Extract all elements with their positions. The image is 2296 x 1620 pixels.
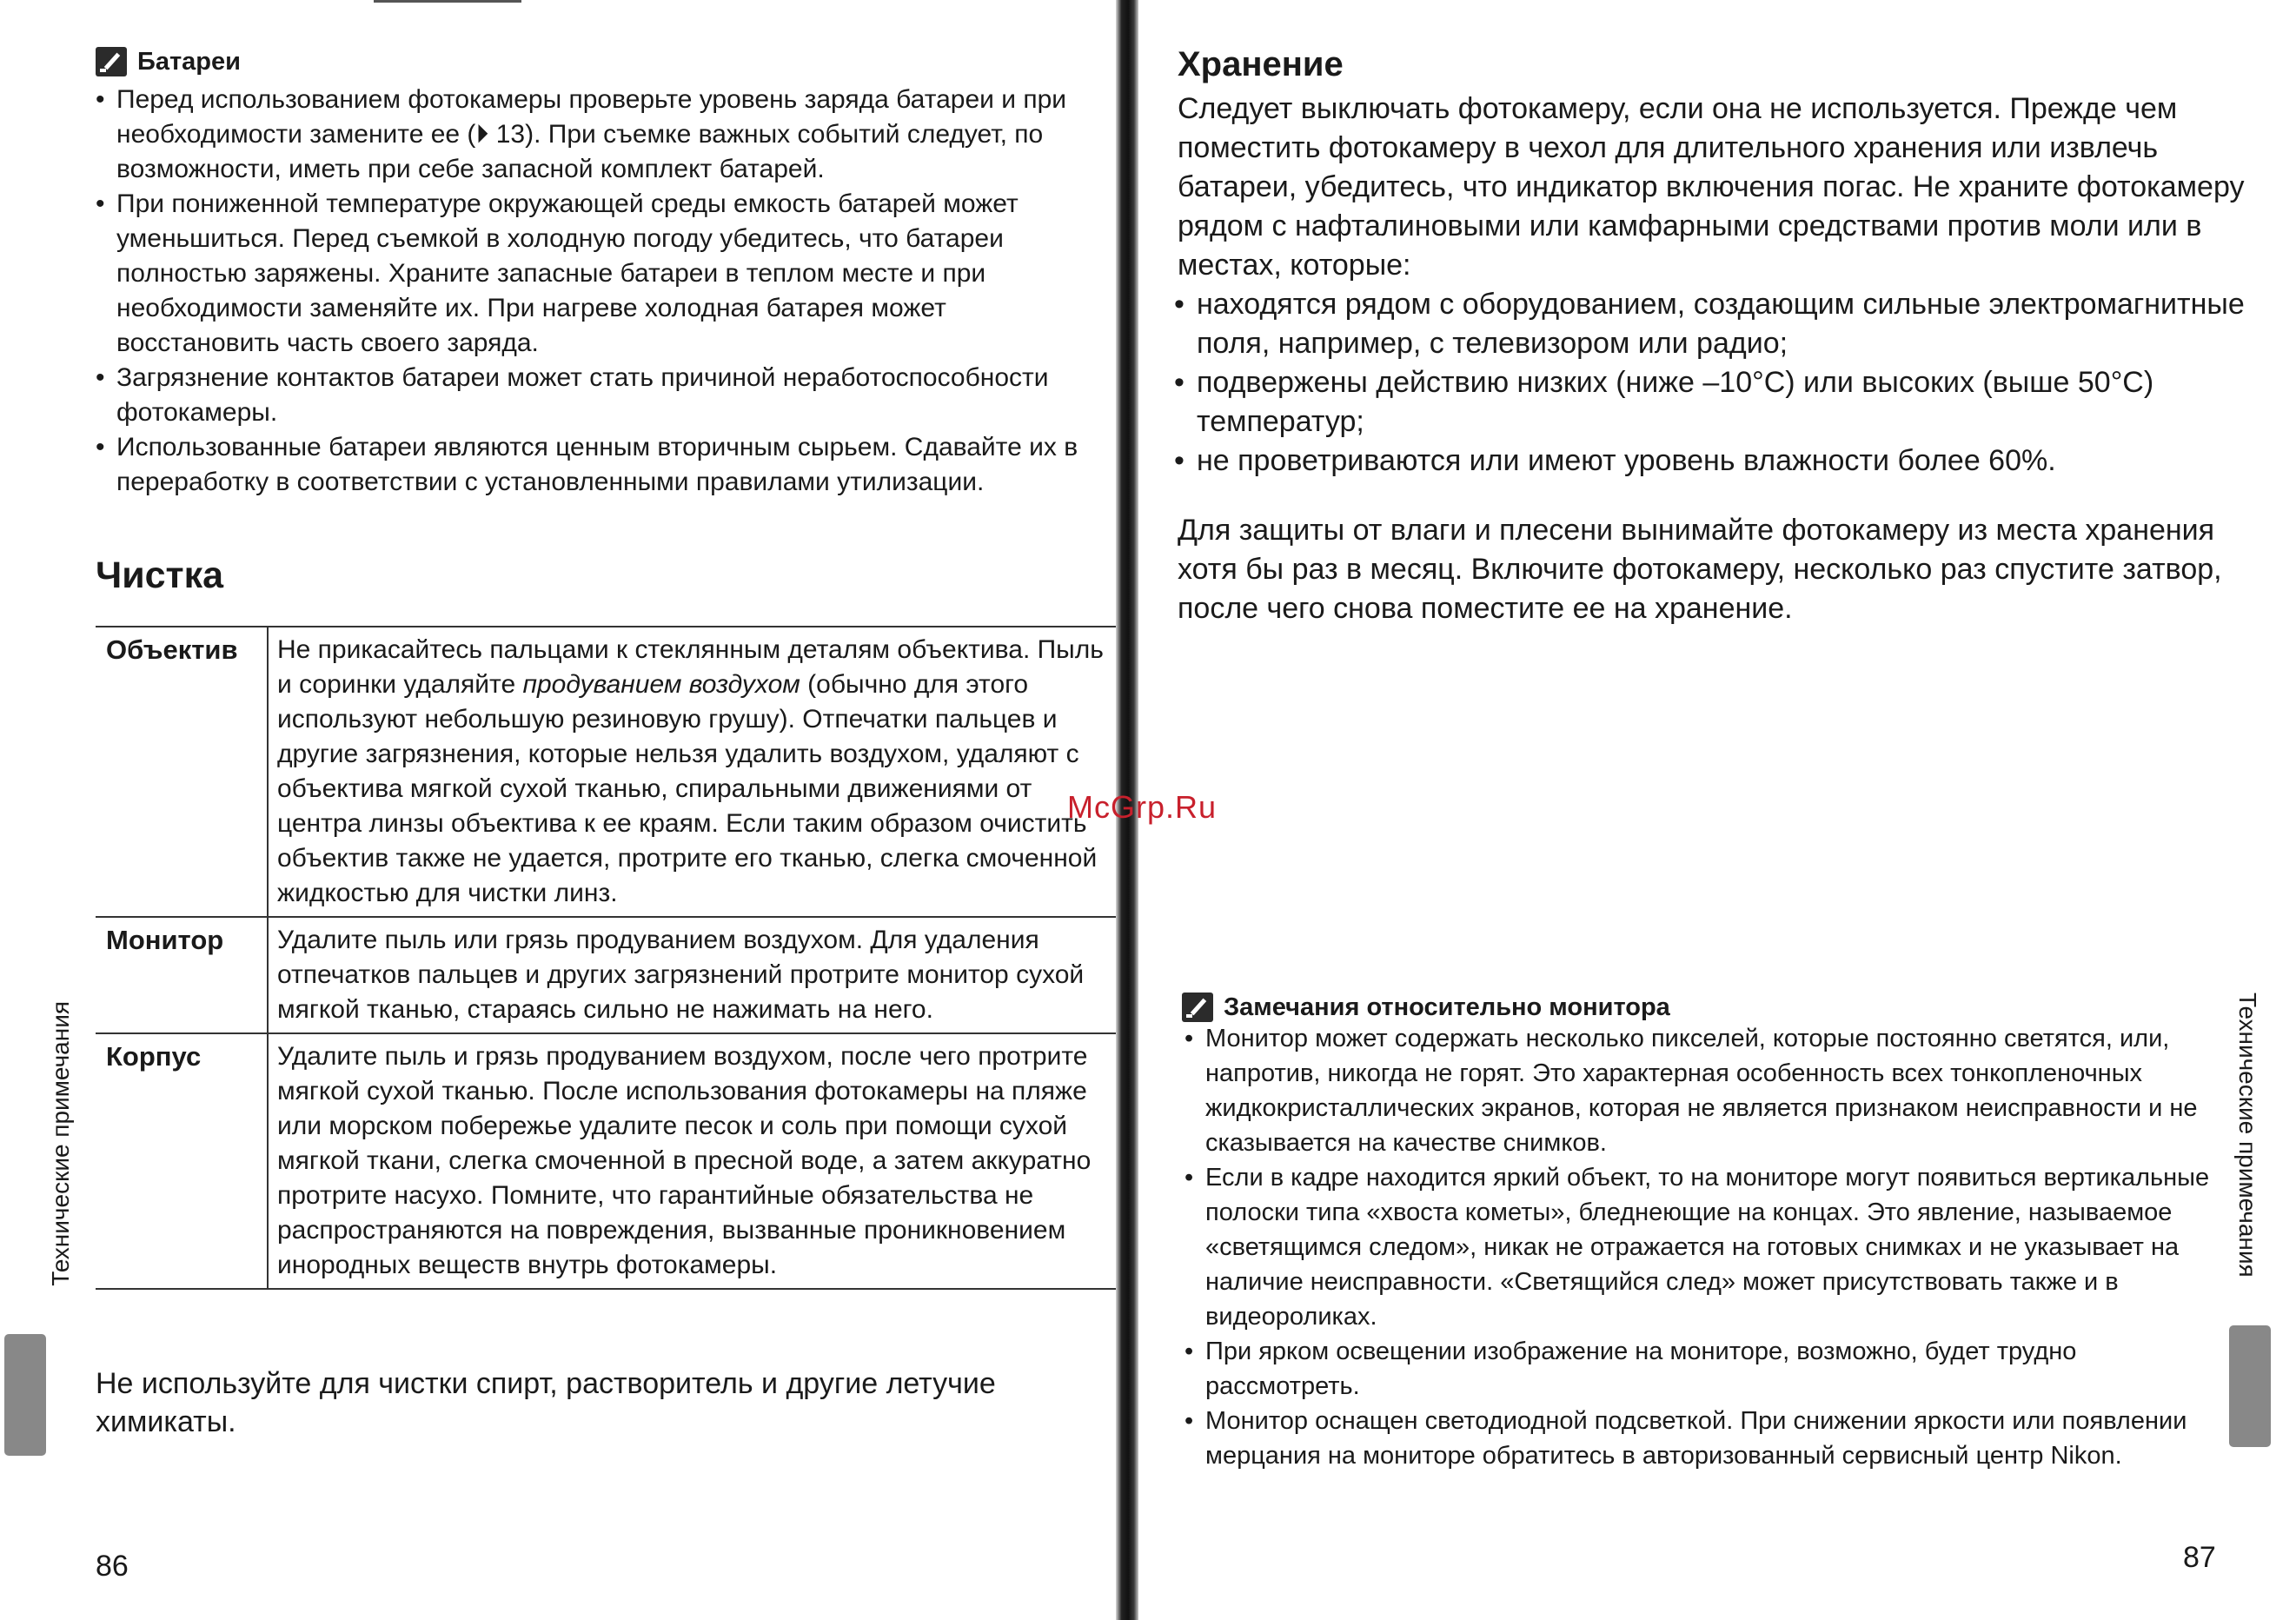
page-left <box>0 0 1121 1620</box>
pencil-note-icon <box>1182 993 1213 1022</box>
emphasis-text: продуванием воздухом <box>522 670 800 699</box>
page-number-right: 87 <box>2183 1541 2216 1574</box>
cleaning-table <box>96 626 1128 1290</box>
list-item: • не проветриваются или имеют уровень влажности более 60%. <box>1176 442 2262 481</box>
side-tab-left <box>4 1334 46 1456</box>
side-tab-right <box>2229 1325 2271 1447</box>
list-item: • При ярком освещении изображение на мониторе, возможно, будет трудно рассмотреть. <box>1184 1334 2227 1404</box>
table-row <box>96 1033 1128 1289</box>
list-item: • находятся рядом с оборудованием, создающим сильные электромагнитные поля, например, с телевизором или радио; <box>1176 285 2262 363</box>
monitor-note-heading <box>1182 993 1670 1022</box>
battery-note-title: Батареи <box>137 47 241 76</box>
list-item: • При пониженной температуре окружающей среды емкость батарей может уменьшиться. Перед съемкой в холодную погоду убедитесь, что батареи полностью заряжены. Храните запасные батареи в теплом месте и при необходимости заменяйте их. При нагреве холодная батарея может восстановить часть своего заряда. <box>96 187 1112 361</box>
cleaning-term-monitor: Монитор <box>96 917 268 1033</box>
table-row <box>96 627 1128 917</box>
storage-list <box>1176 285 2262 481</box>
storage-mold-paragraph: Для защиты от влаги и плесени вынимайте фотокамеру из места хранения хотя бы раз в месяц. Включите фотокамеру, несколько раз спустите затвор, после чего снова поместите ее на хранение. <box>1178 514 2222 625</box>
list-item: • Перед использованием фотокамеры проверьте уровень заряда батареи и при необходимости замените ее (⏵ 13). При съемке важных событий следует, по возможности, иметь при себе запасной комплект батарей. <box>96 83 1112 187</box>
side-label-right: Технические примечания <box>2234 993 2261 1278</box>
cleaning-desc-monitor: Удалите пыль или грязь продуванием воздухом. Для удаления отпечатков пальцев и других загрязнений протрите монитор сухой мягкой тканью, стараясь сильно не нажимать на него. <box>268 917 1128 1033</box>
side-label-left: Технические примечания <box>47 1001 74 1286</box>
battery-note-heading <box>96 47 241 76</box>
cleaning-desc-lens: Не прикасайтесь пальцами к стеклянным деталям объектива. Пыль и соринки удаляйте продуванием воздухом (обычно для этого используют небольшую резиновую грушу). Отпечатки пальцев и другие загрязнения, которые нельзя удалить воздухом, удаляют с объектива мягкой сухой тканью, спиральными движениями от центра линзы объектива к ее краям. Если таким образом очистить объектив также не удается, протрите его тканью, слегка смоченной жидкостью для чистки линз. <box>268 627 1128 917</box>
table-row <box>96 917 1128 1033</box>
list-item: • Если в кадре находится яркий объект, то на мониторе могут появиться вертикальные полоски типа «хвоста кометы», бледнеющие на концах. Это явление, называемое «светящимся следом», никак не отражается на готовых снимках и не указывает на наличие неисправности. «Светящийся след» может присутствовать также и в видеороликах. <box>1184 1160 2227 1334</box>
cleaning-term-body: Корпус <box>96 1033 268 1289</box>
list-item: • Монитор оснащен светодиодной подсветкой. При снижении яркости или появлении мерцания на мониторе обратитесь в авторизованный сервисный центр Nikon. <box>1184 1404 2227 1473</box>
cleaning-desc-body: Удалите пыль и грязь продуванием воздухом, после чего протрите мягкой сухой тканью. После использования фотокамеры на пляже или морском побережье удалите песок и соль при помощи сухой мягкой ткани, слегка смоченной в пресной воде, а затем аккуратно протрите насухо. Помните, что гарантийные обязательства не распространяются на повреждения, вызванные проникновением инородных веществ внутрь фотокамеры. <box>268 1033 1128 1289</box>
cleaning-warning: Не используйте для чистки спирт, растворитель и другие летучие химикаты. <box>96 1367 996 1438</box>
cleaning-term-lens: Объектив <box>96 627 268 917</box>
list-item: • Загрязнение контактов батареи может стать причиной неработоспособности фотокамеры. <box>96 361 1112 430</box>
storage-title: Хранение <box>1178 45 1344 83</box>
pencil-note-icon <box>96 47 127 76</box>
watermark-text: McGrp.Ru <box>1067 789 1218 825</box>
list-item: • Монитор может содержать несколько пикселей, которые постоянно светятся, или, напротив, никогда не горят. Это характерная особенность всех тонкопленочных жидкокристаллических экранов, которая не является признаком неисправности и не сказывается на качестве снимков. <box>1184 1021 2227 1160</box>
monitor-note-title: Замечания относительно монитора <box>1224 993 1670 1021</box>
monitor-note-list <box>1184 1021 2227 1473</box>
battery-note-list <box>96 83 1112 500</box>
list-item: • Использованные батареи являются ценным вторичным сырьем. Сдавайте их в переработку в соответствии с установленными правилами утилизации. <box>96 430 1112 500</box>
storage-intro: Следует выключать фотокамеру, если она не используется. Прежде чем поместить фотокамеру в чехол для длительного хранения или извлечь батареи, убедитесь, что индикатор включения погас. Не храните фотокамеру рядом с нафталиновыми или камфарными средствами против моли или в местах, которые: <box>1178 92 2245 282</box>
cleaning-title: Чистка <box>96 554 224 596</box>
list-item: • подвержены действию низких (ниже –10°C) или высоких (выше 50°C) температур; <box>1176 363 2262 442</box>
page-number-left: 86 <box>96 1550 129 1583</box>
